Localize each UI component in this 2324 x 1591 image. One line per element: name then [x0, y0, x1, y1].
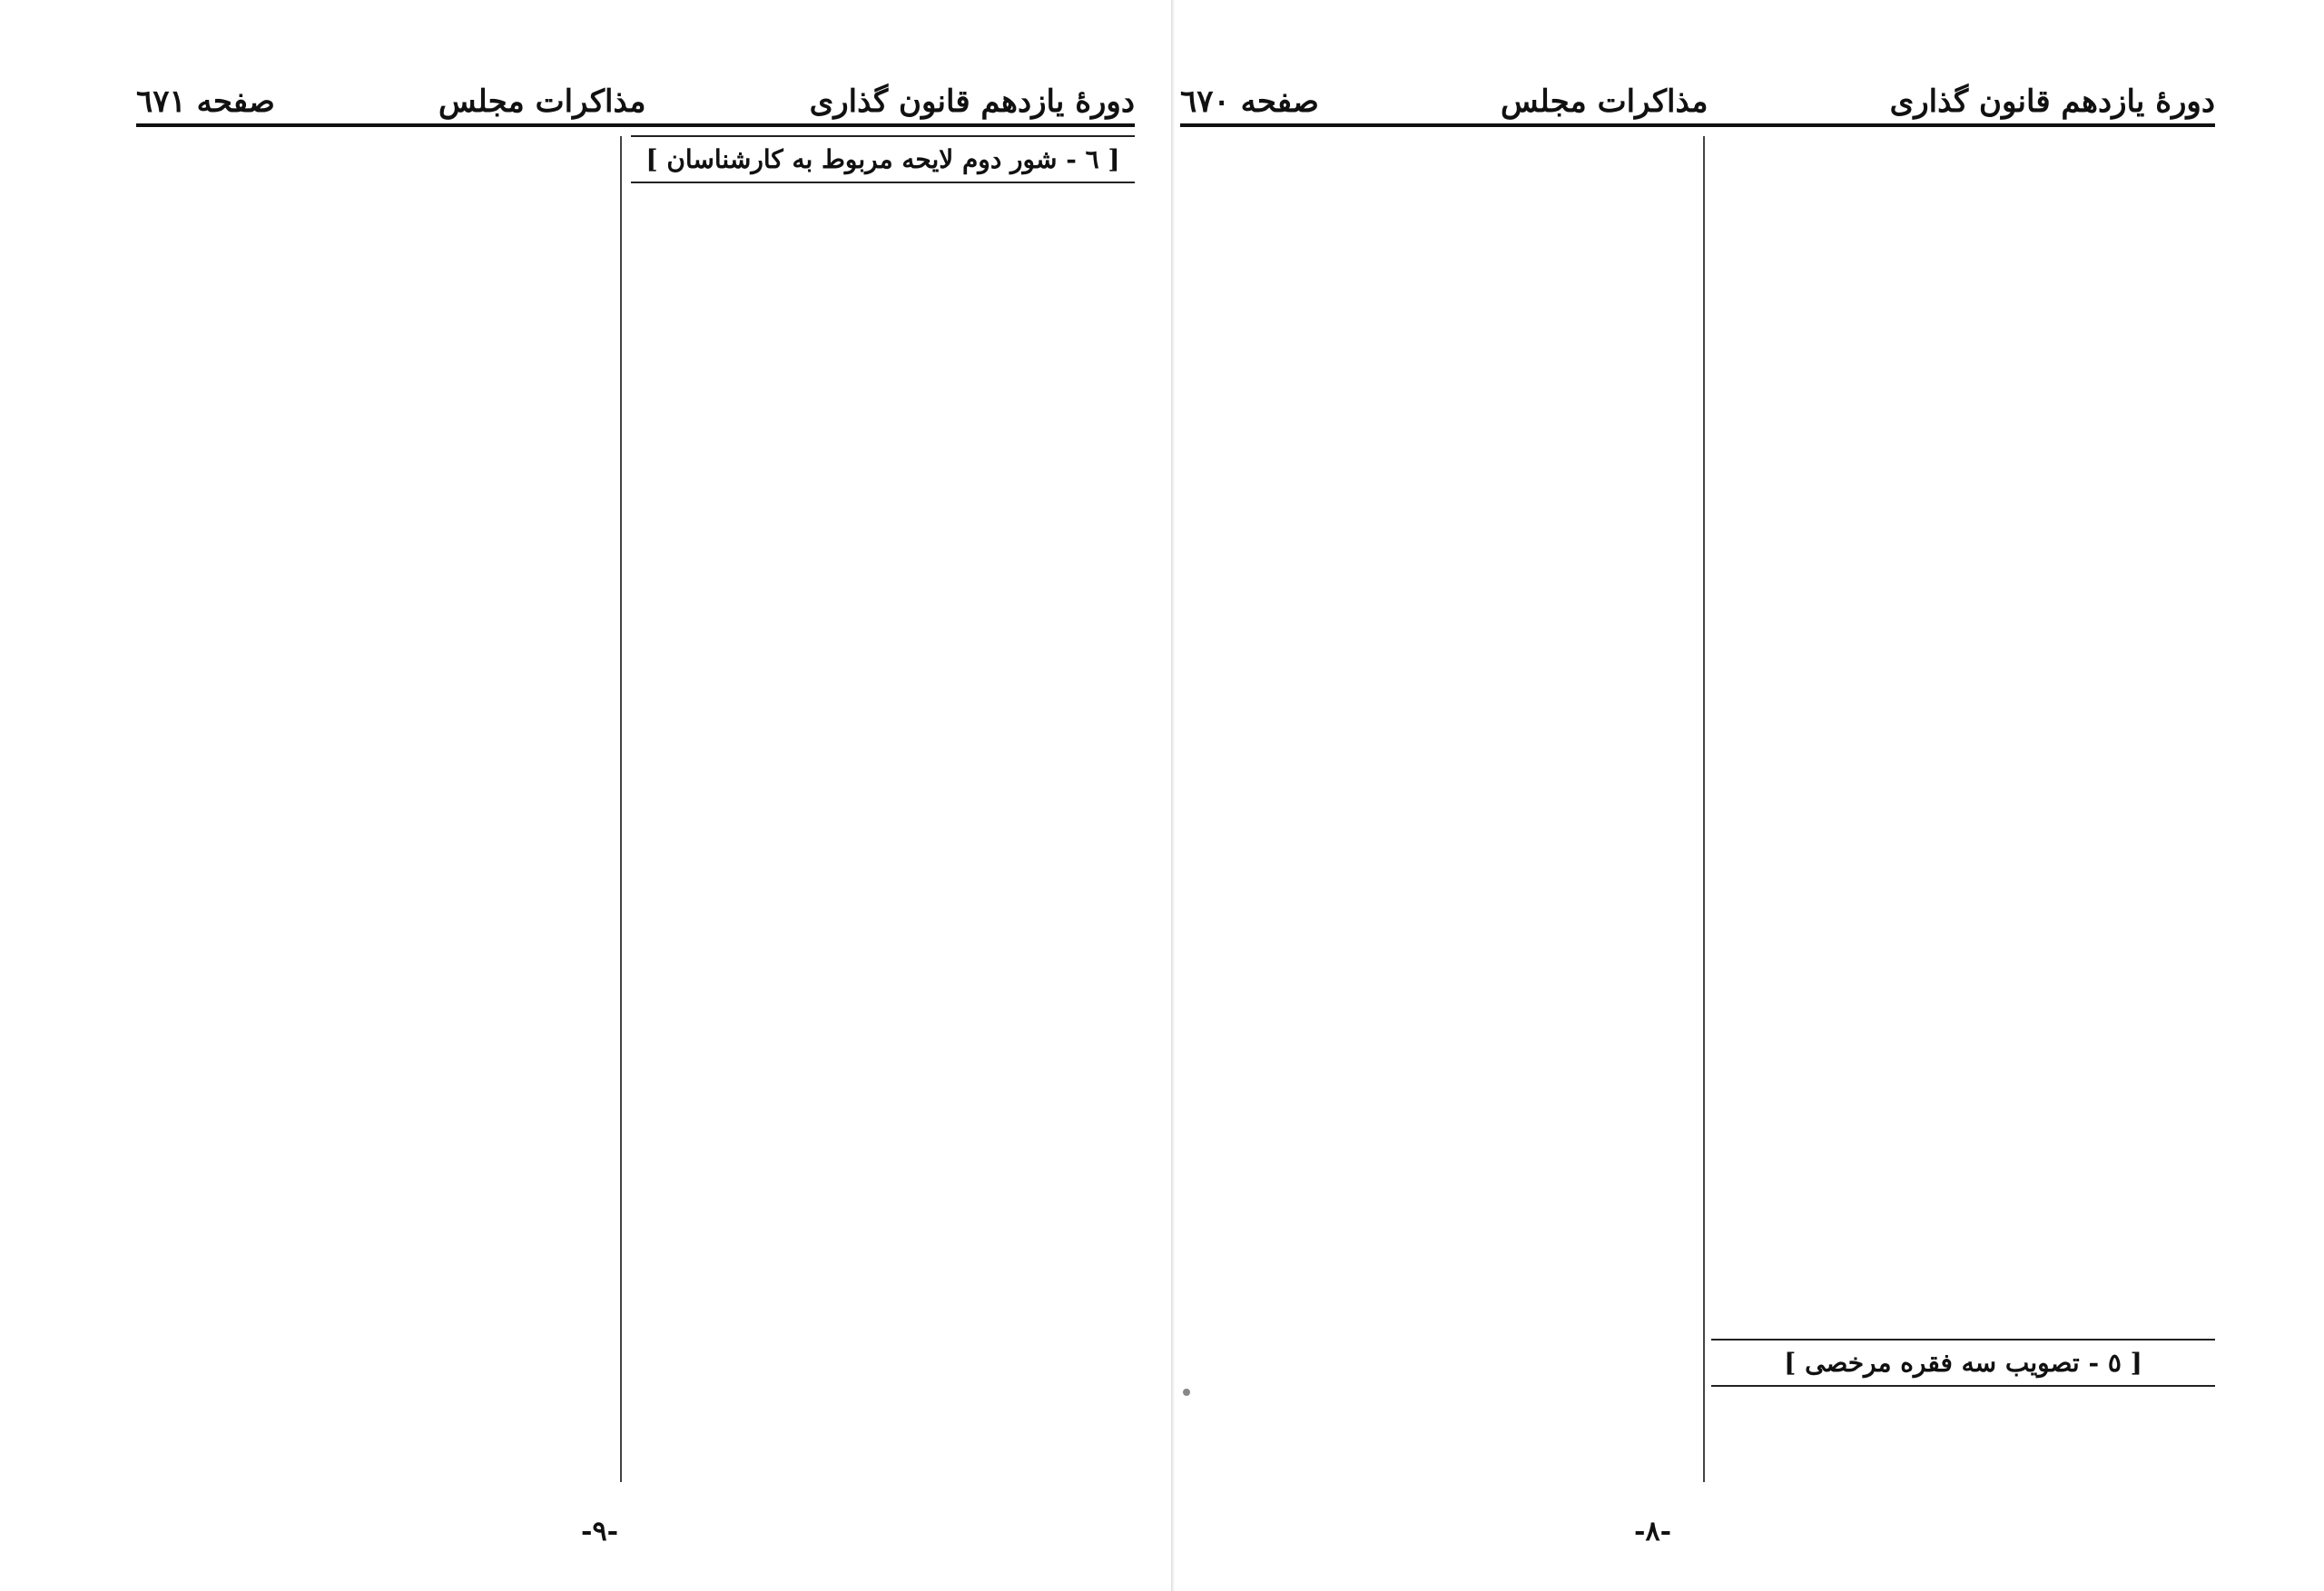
- page-number: صفحه ٦٧٠: [1180, 83, 1319, 120]
- publication-title: مذاکرات مجلس: [1501, 83, 1709, 120]
- page-footer: -٨-: [1634, 1516, 1672, 1547]
- page-header: [136, 56, 1135, 127]
- session-title: دورهٔ یازدهم قانون گذاری: [809, 83, 1135, 120]
- publication-title: مذاکرات مجلس: [438, 83, 646, 120]
- right-page: [1162, 0, 2324, 1591]
- scan-speck: [1183, 1389, 1190, 1396]
- section-title: [ ٥ - تصویب سه فقره مرخصی ]: [1711, 1339, 2215, 1387]
- page-footer: -٩-: [581, 1516, 619, 1547]
- session-title: دورهٔ یازدهم قانون گذاری: [1889, 83, 2215, 120]
- page-header: [1180, 56, 2215, 127]
- column-left: [113, 132, 617, 1491]
- section-title: [ ٦ - شور دوم لایحه مربوط به کارشناسان ]: [631, 135, 1135, 183]
- column-right: [631, 132, 1135, 1491]
- page-number: صفحه ٦٧١: [136, 83, 275, 120]
- column-right: [1711, 132, 2215, 1491]
- column-left: [1194, 132, 1698, 1491]
- column-divider: [620, 136, 622, 1482]
- column-divider: [1703, 136, 1705, 1482]
